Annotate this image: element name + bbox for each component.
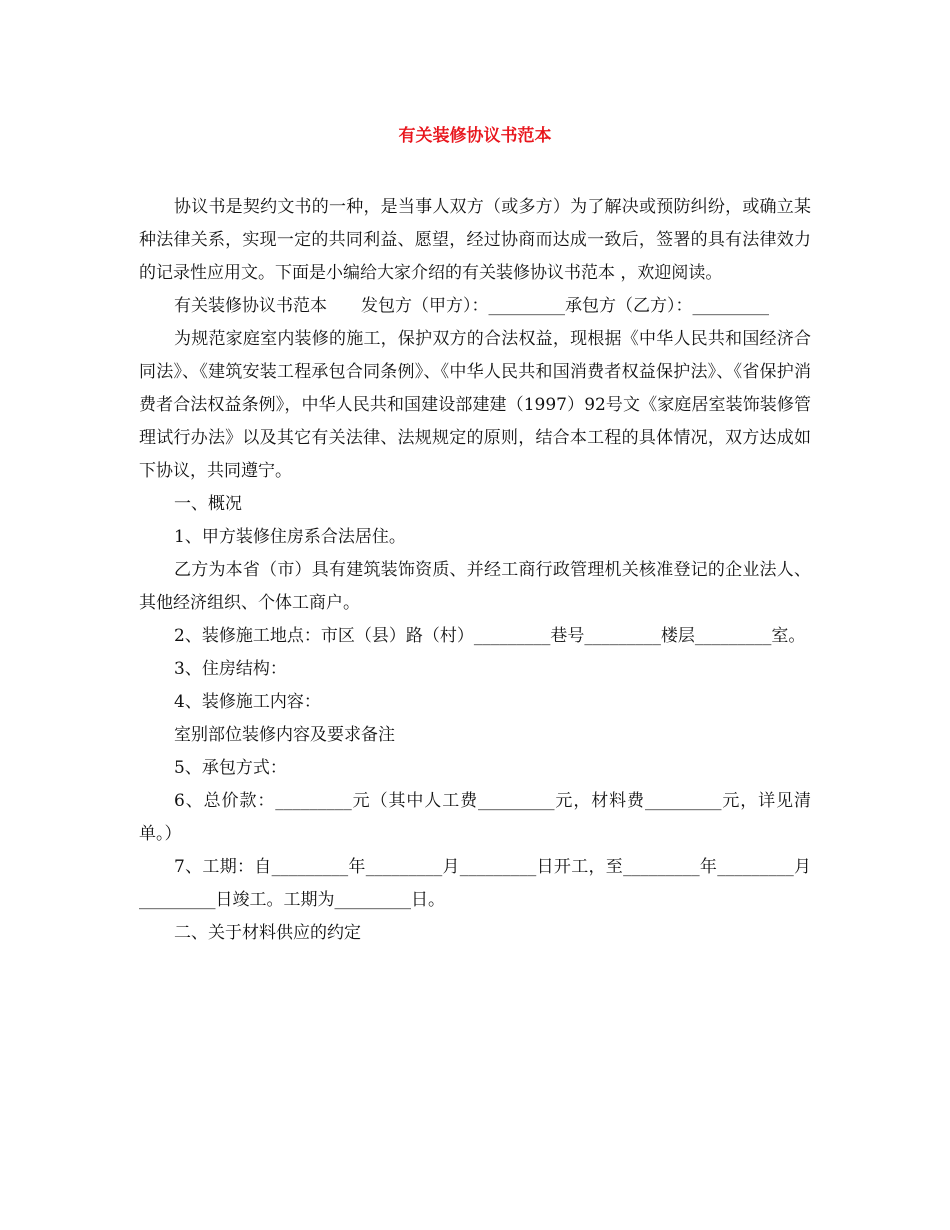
clause-3-structure: 3、住房结构：: [174, 659, 287, 679]
clause-4-table-header: 室别部位装修内容及要求备注: [174, 725, 395, 745]
clause-5-contract-method: 5、承包方式：: [174, 758, 287, 778]
clause-1: 1、甲方装修住房系合法居住。: [174, 527, 406, 547]
clause-4-content: 4、装修施工内容：: [174, 692, 321, 712]
section-heading-materials: 二、关于材料供应的约定: [174, 923, 361, 943]
clause-7-schedule: 7、工期：自_________年_________月_________日开工，至_________年_________月_________日竣工。工期为_________日。: [139, 857, 811, 910]
document-title: 有关装修协议书范本: [398, 126, 552, 146]
document-body: [139, 191, 811, 950]
clause-1-contractor: 乙方为本省（市）具有建筑装饰资质、并经工商行政管理机关核准登记的企业法人、其他经济组织、个体工商户。: [139, 560, 811, 613]
paragraph-intro: 协议书是契约文书的一种，是当事人双方（或多方）为了解决或预防纠纷，或确立某种法律关系，实现一定的共同利益、愿望，经过协商而达成一致后，签署的具有法律效力的记录性应用文。下面是小编给大家介绍的有关装修协议书范本 ，欢迎阅读。: [139, 197, 811, 283]
paragraph-parties: 有关装修协议书范本 发包方（甲方）：_________承包方（乙方）：_________: [174, 296, 769, 316]
paragraph-legal-basis: 为规范家庭室内装修的施工，保护双方的合法权益，现根据《中华人民共和国经济合同法》、《建筑安装工程承包合同条例》、《中华人民共和国消费者权益保护法》、《省保护消费者合法权益条例》，中华人民共和国建设部建建（1997）92号文《家庭居室装饰装修管理试行办法》以及其它有关法律、法规规定的原则，结合本工程的具体情况，双方达成如下协议，共同遵宁。: [139, 329, 811, 481]
clause-6-total-price: 6、总价款：_________元（其中人工费_________元，材料费_________元，详见清单。）: [139, 791, 811, 844]
clause-2-location: 2、装修施工地点：市区（县）路（村）_________巷号_________楼层_________室。: [174, 626, 806, 646]
section-heading-overview: 一、概况: [174, 494, 242, 514]
